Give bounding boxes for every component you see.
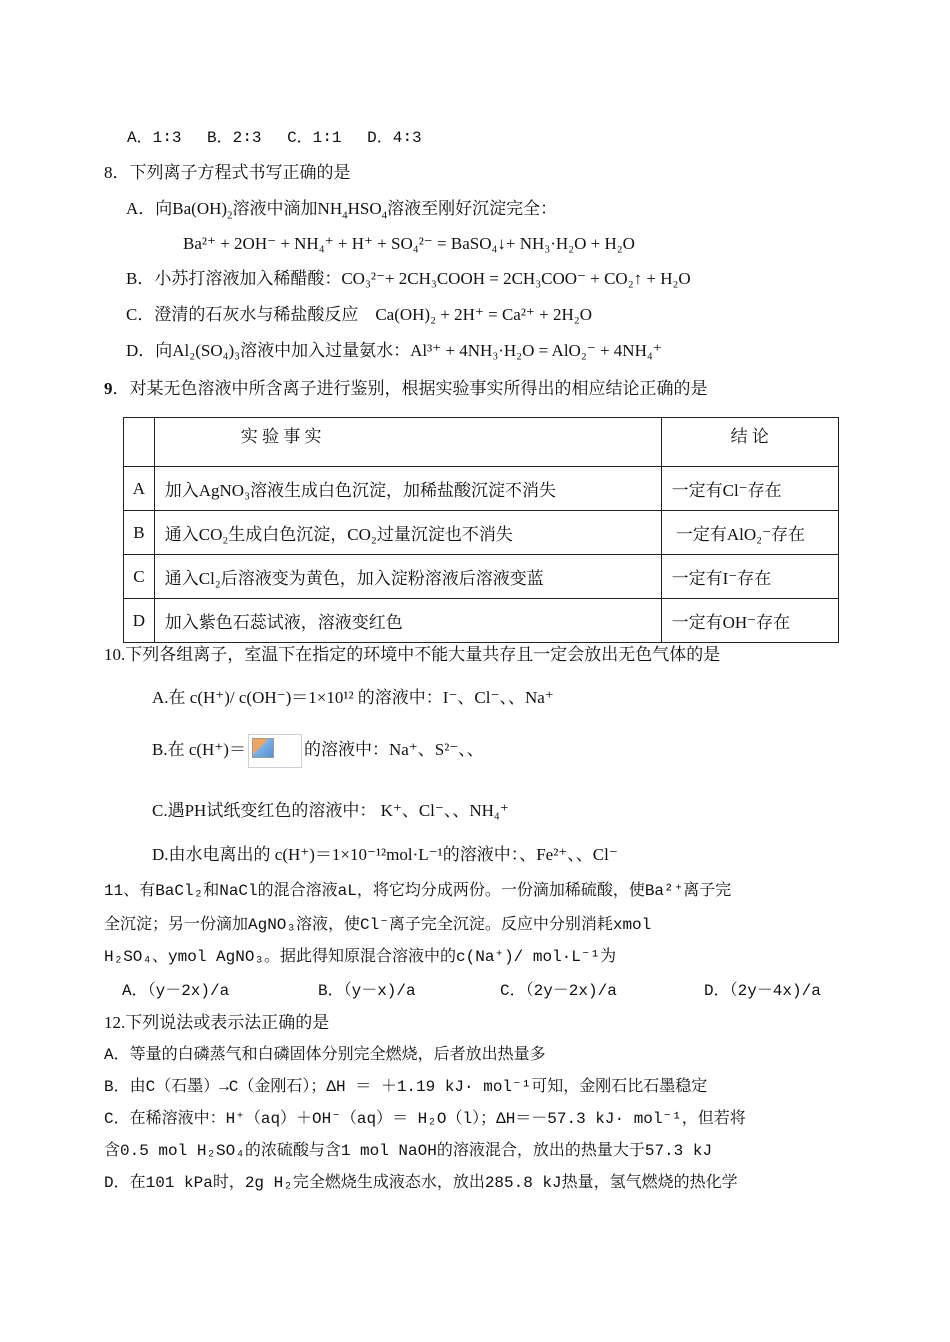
table-row: [124, 599, 839, 643]
q11-option-a: A．（y－2x)/a: [122, 982, 230, 1000]
q11-line-1: 11、有BaCl₂和NaCl的混合溶液aL，将它均分成两份。一份滴加稀硫酸，使Ba²⁺离子完: [104, 882, 732, 900]
row-conclusion: 一定有OH⁻存在: [661, 599, 838, 643]
row-fact: 加入紫色石蕊试液，溶液变红色: [154, 599, 661, 643]
table-row: [124, 555, 839, 599]
q12-option-c-line-2: 含0.5 mol H₂SO₄的浓硫酸与含1 mol NaOH的溶液混合，放出的热量大于57.3 kJ: [104, 1142, 713, 1160]
q10-option-d: D.由水电离出的 c(H⁺)＝1×10⁻¹²mol·L⁻¹的溶液中：、Fe²⁺、、Cl⁻: [152, 845, 618, 864]
q8-stem: 8．下列离子方程式书写正确的是: [104, 163, 351, 182]
q10-option-c: C.遇PH试纸变红色的溶液中： K⁺、Cl⁻、、NH₄⁺: [152, 801, 509, 820]
q9-table: [123, 417, 839, 643]
q11-line-3: H₂SO₄、ymol AgNO₃。据此得知原混合溶液中的c(Na⁺)/ mol·L⁻¹为: [104, 948, 617, 966]
row-label: B: [124, 511, 155, 555]
q8-option-d: D．向Al₂(SO₄)₃溶液中加入过量氨水：Al³⁺ + 4NH₃·H₂O = AlO₂⁻ + 4NH₄⁺: [126, 341, 662, 360]
row-label: A: [124, 467, 155, 511]
q8-option-a: A．向$Ba(OH)_2$溶液中滴加$NH_4HSO_4$溶液至刚好沉淀完全：: [126, 199, 558, 222]
q10-option-b: B.在 c(H⁺)＝ 的溶液中：Na⁺、S²⁻、、: [152, 733, 484, 768]
q10-option-a: A.在 c(H⁺)/ c(OH⁻)＝1×10¹² 的溶液中：I⁻、Cl⁻、、Na⁺: [152, 688, 554, 707]
row-fact: 通入Cl₂后溶液变为黄色，加入淀粉溶液后溶液变蓝: [154, 555, 661, 599]
q12-option-b: B．由C（石墨）→C（金刚石）；ΔH ＝ ＋1.19 kJ· mol⁻¹可知，金刚石比石墨稳定: [104, 1078, 708, 1096]
row-conclusion: 一定有AlO₂⁻存在: [661, 511, 838, 555]
q12-option-d: D．在101 kPa时，2g H₂完全燃烧生成液态水，放出285.8 kJ热量，氢气燃烧的热化学: [104, 1174, 738, 1192]
table-row: [124, 467, 839, 511]
q11-line-2: 全沉淀；另一份滴加AgNO₃溶液，使Cl⁻离子完全沉淀。反应中分别消耗xmol: [104, 916, 652, 934]
q8-option-a-equation: Ba²⁺ + 2OH⁻ + NH₄⁺ + H⁺ + SO₄²⁻ = BaSO₄↓+ NH₃·H₂O + H₂O: [183, 234, 635, 253]
row-label: D: [124, 599, 155, 643]
q11-option-b: B．（y－x)/a: [318, 982, 416, 1000]
q10-stem: 10.下列各组离子，室温下在指定的环境中不能大量共存且一定会放出无色气体的是: [104, 645, 721, 664]
q11-option-d: D．（2y－4x)/a: [704, 982, 821, 1000]
header-conclusion: 结 论: [661, 418, 838, 467]
row-fact: 加入AgNO₃溶液生成白色沉淀，加稀盐酸沉淀不消失: [154, 467, 661, 511]
row-fact: 通入CO₂生成白色沉淀，CO₂过量沉淀也不消失: [154, 511, 661, 555]
header-fact: 实 验 事 实: [154, 418, 661, 467]
broken-image-icon: [248, 734, 302, 768]
q12-option-a: A．等量的白磷蒸气和白磷固体分别完全燃烧，后者放出热量多: [104, 1046, 546, 1064]
q9-stem: 9．对某无色溶液中所含离子进行鉴别，根据实验事实所得出的相应结论正确的是: [104, 379, 708, 398]
q11-option-c: C．（2y－2x)/a: [500, 982, 617, 1000]
table-header-row: [124, 418, 839, 467]
table-row: [124, 511, 839, 555]
row-label: C: [124, 555, 155, 599]
q12-option-c-line-1: C．在稀溶液中：H⁺（aq）＋OH⁻（aq）＝ H₂O（l）；ΔH＝－57.3 kJ· mol⁻¹，但若将: [104, 1110, 746, 1128]
q12-stem: 12.下列说法或表示法正确的是: [104, 1013, 330, 1032]
q7-options: A．1∶3 B．2∶3 C．1∶1 D．4∶3: [127, 129, 422, 147]
q8-option-c: C．澄清的石灰水与稀盐酸反应 Ca(OH)₂ + 2H⁺ = Ca²⁺ + 2H₂O: [126, 305, 592, 324]
q8-option-b: B．小苏打溶液加入稀醋酸：CO₃²⁻+ 2CH₃COOH = 2CH₃COO⁻ + CO₂↑ + H₂O: [126, 269, 691, 288]
row-conclusion: 一定有I⁻存在: [661, 555, 838, 599]
row-conclusion: 一定有Cl⁻存在: [661, 467, 838, 511]
